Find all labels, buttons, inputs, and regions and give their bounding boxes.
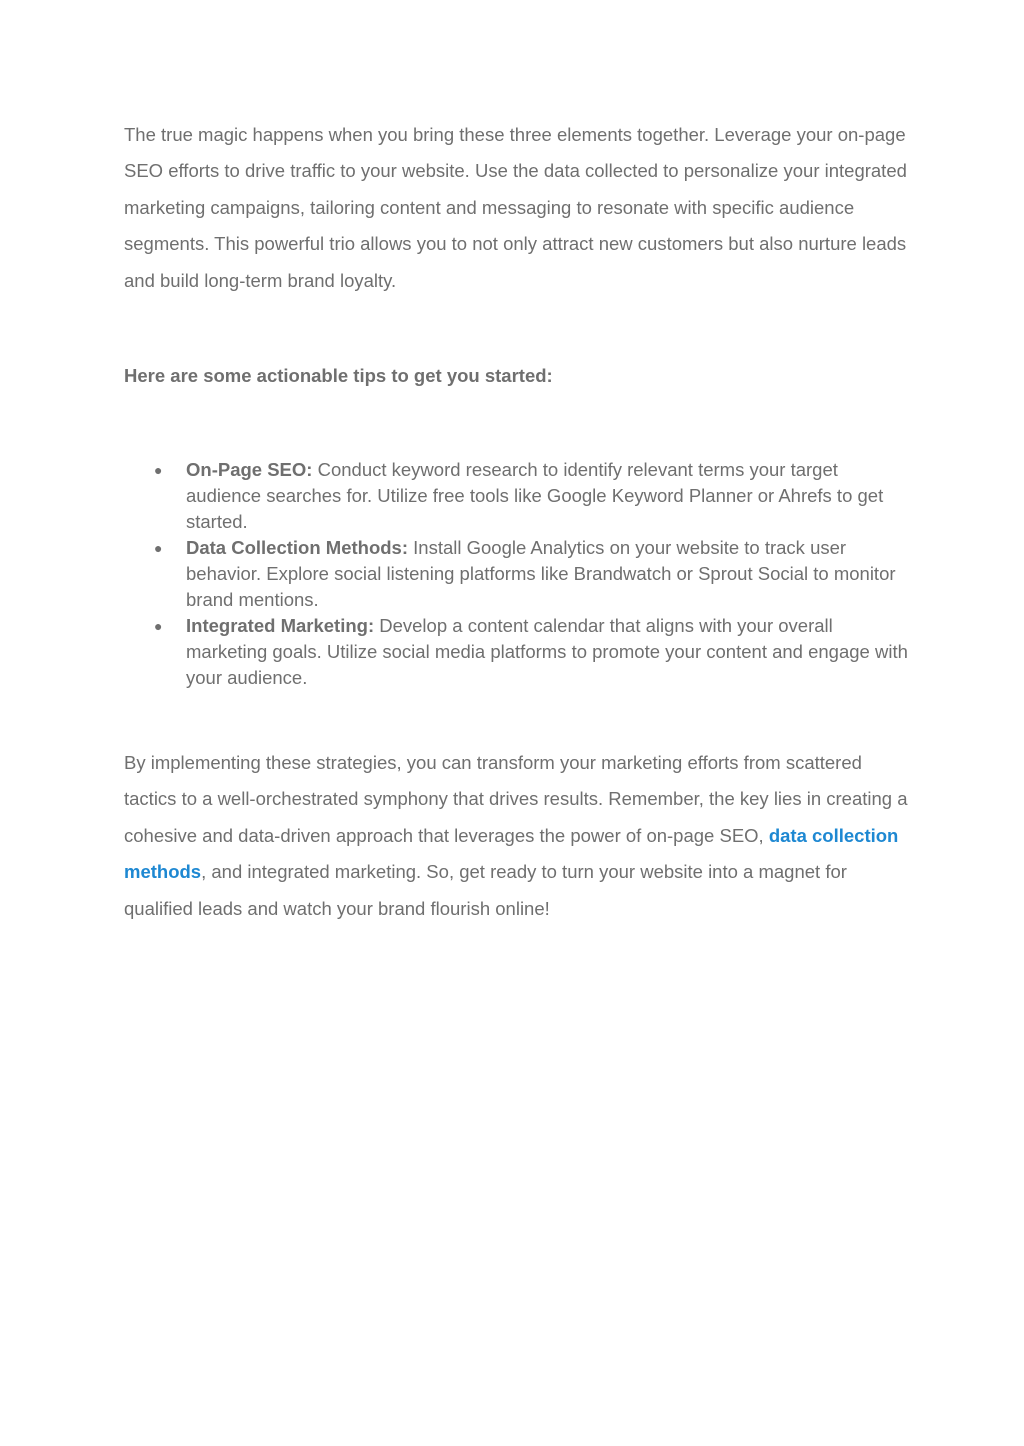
tips-list	[124, 457, 914, 691]
bullet-icon: ●	[154, 462, 163, 478]
data-collection-methods-link[interactable]: data collection methods	[124, 824, 899, 883]
conclusion-paragraph	[124, 745, 914, 927]
tip-term: Data Collection Methods:	[186, 537, 409, 558]
tip-text: Conduct keyword research to identify relevant terms your target audience searches for. Utilize free tools like Google Keyword Planner or Ahrefs to get started.	[186, 459, 884, 532]
list-item	[124, 457, 914, 535]
tip-text: Install Google Analytics on your website to track user behavior. Explore social listening platforms like Brandwatch or Sprout Social to monitor brand mentions.	[186, 537, 896, 610]
intro-paragraph: The true magic happens when you bring these three elements together. Leverage your on-page SEO efforts to drive traffic to your website. Use the data collected to personalize your integrated marketing campaigns, tailoring content and messaging to resonate with specific audience segments. This powerful trio allows you to not only attract new customers but also nurture leads and build long-term brand loyalty.	[124, 124, 907, 291]
list-item	[124, 613, 914, 691]
bullet-icon: ●	[154, 618, 163, 634]
list-item	[124, 535, 914, 613]
bullet-icon: ●	[154, 540, 163, 556]
conclusion-text-after-link: , and integrated marketing. So, get ready to turn your website into a magnet for qualified leads and watch your brand flourish online!	[124, 861, 847, 919]
tip-term: Integrated Marketing:	[186, 615, 375, 636]
tip-term: On-Page SEO:	[186, 459, 313, 480]
tips-heading: Here are some actionable tips to get you started:	[124, 365, 553, 386]
conclusion-text-before-link: By implementing these strategies, you can transform your marketing efforts from scattered tactics to a well-orchestrated symphony that drives results. Remember, the key lies in creating a cohesive and data-driven approach that leverages the power of on-page SEO,	[124, 752, 908, 846]
tip-text: Develop a content calendar that aligns with your overall marketing goals. Utilize social media platforms to promote your content and engage with your audience.	[186, 615, 908, 688]
